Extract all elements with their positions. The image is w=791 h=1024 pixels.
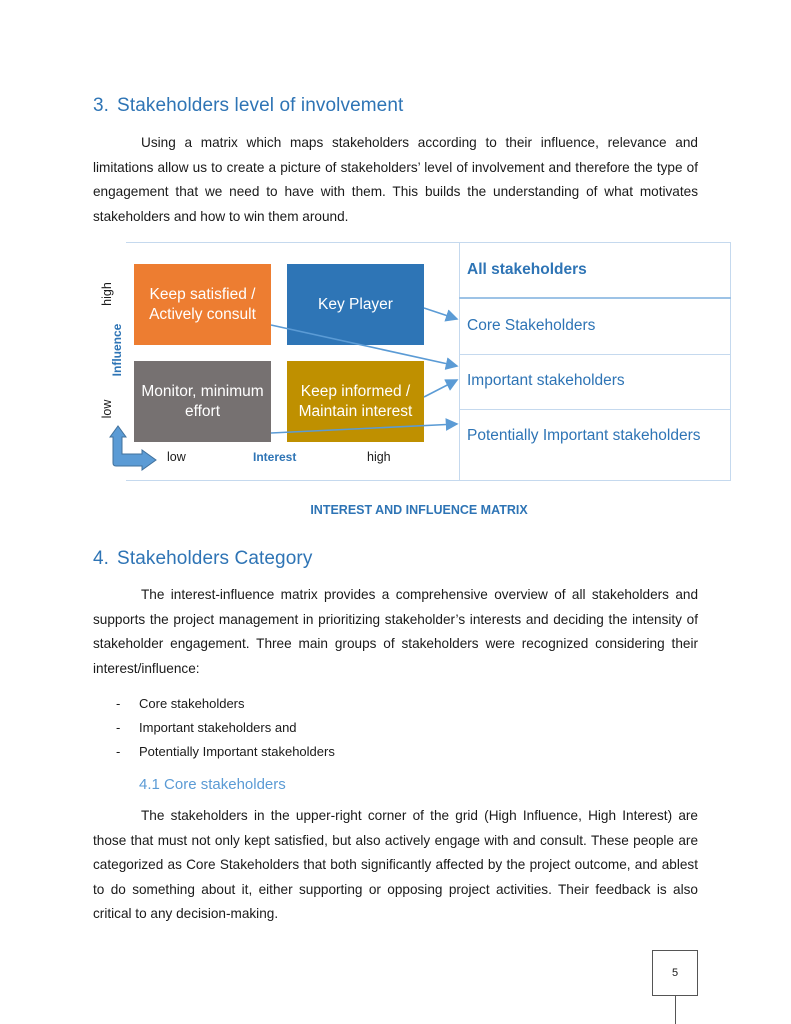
section-4-title: Stakeholders Category [117, 548, 313, 569]
section-3-title: Stakeholders level of involvement [117, 95, 404, 116]
list-item-text: Core stakeholders [139, 696, 245, 711]
page-number-line [675, 995, 676, 1024]
section-4-paragraph: The interest-influence matrix provides a comprehensive overview of all stakeholders and supports the project management in prioritizing stakeholder’s interests and deciding the intensity of stakeholder engagement. Three main groups of stakeholders were recognized considering their interest/influence: [93, 587, 698, 676]
page-number: 5 [671, 967, 679, 979]
all-stakeholders-header: All stakeholders [467, 261, 587, 278]
influence-axis-label: Influence [110, 323, 124, 377]
important-stakeholders-cell: Important stakeholders [467, 372, 625, 389]
interest-low-label: low [167, 450, 186, 464]
arrow-keep-satisfied-to-important [271, 325, 457, 366]
list-item-text: Important stakeholders and [139, 720, 297, 735]
list-item-text: Potentially Important stakeholders [139, 744, 335, 759]
axis-corner-arrow-icon [110, 426, 156, 470]
arrow-keep-informed-to-important [424, 380, 457, 397]
page-number-box [652, 950, 698, 996]
quadrant-key-player: Key Player [287, 264, 424, 345]
list-item: - Important stakeholders and [116, 716, 335, 740]
section-4-1-number: 4.1 [139, 776, 160, 793]
arrow-key-player-to-core [424, 308, 457, 319]
influence-low-label: low [100, 399, 114, 419]
matrix-caption: INTEREST AND INFLUENCE MATRIX [310, 503, 528, 517]
quadrant-monitor: Monitor, minimum effort [134, 361, 271, 442]
interest-axis-label: Interest [253, 450, 297, 464]
section-3-paragraph: Using a matrix which maps stakeholders according to their influence, relevance and limitations allow us to create a picture of stakeholders’ level of involvement and therefore the type of engagement that we need to have with them. This builds the understanding of what motivates stakeholders and how to win them around. [93, 135, 698, 224]
quadrant-keep-satisfied: Keep satisfied / Actively consult [134, 264, 271, 345]
stakeholder-groups-list [116, 692, 335, 764]
section-4-1-heading [139, 776, 286, 793]
list-item: - Potentially Important stakeholders [116, 740, 335, 764]
section-3-number: 3. [93, 95, 110, 116]
arrow-monitor-to-potential [271, 424, 457, 433]
interest-high-label: high [367, 450, 391, 464]
quadrant-keep-informed: Keep informed / Maintain interest [287, 361, 424, 442]
section-4-1-paragraph: The stakeholders in the upper-right corner of the grid (High Influence, High Interest) are those that must not only kept satisfied, but also actively engage with and consult. These people are categorized as Core Stakeholders that both significantly affected by the project outcome, and ablest to do something about it, either supporting or opposing project activities. Their feedback is also critical to any decision-making. [93, 808, 698, 921]
core-stakeholders-cell: Core Stakeholders [467, 317, 596, 334]
potentially-important-stakeholders-cell: Potentially Important stakeholders [467, 427, 701, 444]
section-4-heading [93, 548, 312, 570]
influence-high-label: high [100, 282, 114, 306]
section-4-1-title: Core stakeholders [164, 776, 286, 793]
section-4-number: 4. [93, 548, 110, 569]
list-item: - Core stakeholders [116, 692, 335, 716]
